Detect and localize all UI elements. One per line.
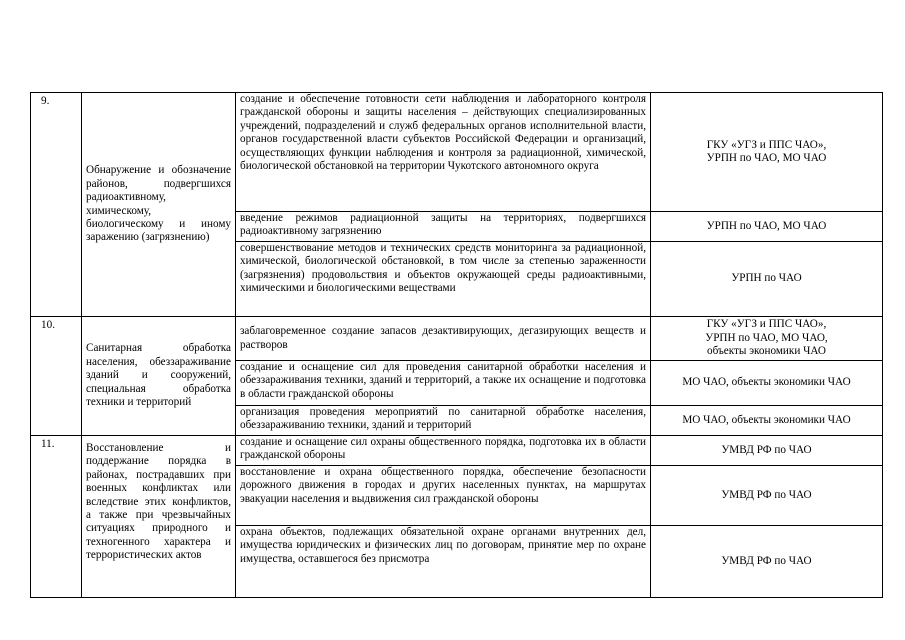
table-row <box>31 436 883 466</box>
civil-defense-measures-table <box>30 92 883 598</box>
measure-text: введение режимов радиационной защиты на территориях, подвергшихся радиоактивному загрязнению <box>236 212 651 242</box>
executor-text: УРПН по ЧАО <box>651 242 883 317</box>
measure-text: создание и обеспечение готовности сети наблюдения и лабораторного контроля гражданской обороны и защиты населения – действующих специализированных учреждений, подразделений и служб федеральных органов исполнительной власти, органов государственной власти субъектов Российской Федерации и организаций, осуществляющих функции наблюдения и контроля за радиационной, химической, биологической обстановкой на территории Чукотского автономного округа <box>236 93 651 212</box>
task-description: Восстановление и поддержание порядка в районах, пострадавших при военных конфликтах или вследствие этих конфликтов, а также при чрезвычайных ситуациях природного и техногенного характера и террористических актов <box>82 436 236 598</box>
executor-text: УМВД РФ по ЧАО <box>651 526 883 598</box>
measure-text: создание и оснащение сил для проведения санитарной обработки населения и обеззараживания техники, зданий и территорий, а также их оснащение и подготовка в области гражданской обороны <box>236 361 651 406</box>
row-number: 9. <box>31 93 82 317</box>
measure-text: заблаговременное создание запасов дезактивирующих, дегазирующих веществ и растворов <box>236 317 651 361</box>
executor-text: МО ЧАО, объекты экономики ЧАО <box>651 361 883 406</box>
executor-text: УРПН по ЧАО, МО ЧАО <box>651 212 883 242</box>
measure-text: организация проведения мероприятий по санитарной обработке населения, обеззараживанию техники, зданий и территорий <box>236 406 651 436</box>
measure-text: совершенствование методов и технических средств мониторинга за радиационной, химической, биологической обстановкой, в том числе за степенью зараженности (загрязнения) продовольствия и объектов окружающей среды радиоактивными, химическими и биологическими веществами <box>236 242 651 317</box>
measure-text: охрана объектов, подлежащих обязательной охране органами внутренних дел, имущества юридических и физических лиц по договорам, принятие мер по охране имущества, оставшегося без присмотра <box>236 526 651 598</box>
table-row <box>31 93 883 212</box>
executor-text: МО ЧАО, объекты экономики ЧАО <box>651 406 883 436</box>
executor-text: УМВД РФ по ЧАО <box>651 436 883 466</box>
task-description: Санитарная обработка населения, обеззараживание зданий и сооружений, специальная обработка техники и территорий <box>82 317 236 436</box>
executor-text: УМВД РФ по ЧАО <box>651 466 883 526</box>
measure-text: восстановление и охрана общественного порядка, обеспечение безопасности дорожного движения в городах и других населенных пунктах, на маршрутах эвакуации населения и выдвижения сил гражданской обороны <box>236 466 651 526</box>
row-number: 11. <box>31 436 82 598</box>
executor-text: ГКУ «УГЗ и ППС ЧАО», УРПН по ЧАО, МО ЧАО, объекты экономики ЧАО <box>651 317 883 361</box>
table-row <box>31 317 883 361</box>
row-number: 10. <box>31 317 82 436</box>
measure-text: создание и оснащение сил охраны общественного порядка, подготовка их в области гражданской обороны <box>236 436 651 466</box>
task-description: Обнаружение и обозначение районов, подвергшихся радиоактивному, химическому, биологическому и иному заражению (загрязнению) <box>82 93 236 317</box>
executor-text: ГКУ «УГЗ и ППС ЧАО», УРПН по ЧАО, МО ЧАО <box>651 93 883 212</box>
